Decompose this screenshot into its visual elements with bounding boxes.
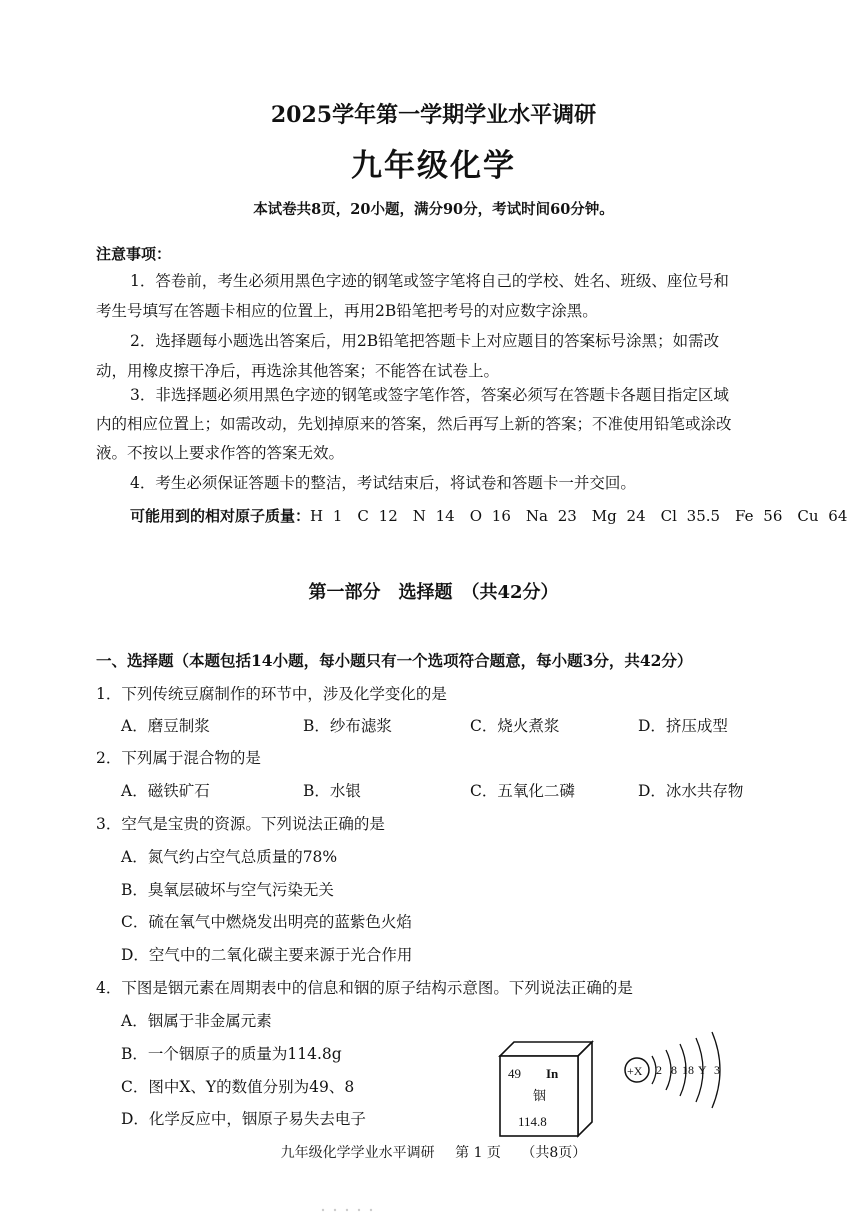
footer-total-pages: （共8页） bbox=[521, 1145, 587, 1161]
exam-info: 本试卷共8页，20小题，满分90分，考试时间60分钟。 bbox=[253, 201, 614, 218]
element-symbol: In bbox=[546, 1066, 559, 1081]
question-3-option-a: A．氮气约占空气总质量的78% bbox=[121, 848, 338, 866]
question-2-option-b: B．水银 bbox=[303, 782, 361, 800]
question-4-option-c: C．图中X、Y的数值分别为49、8 bbox=[121, 1078, 355, 1096]
notice-heading: 注意事项： bbox=[96, 245, 172, 263]
footer-page-number: 第 1 页 bbox=[455, 1145, 501, 1161]
notice-item-3-line-1: 3．非选择题必须用黑色字迹的钢笔或签字笔作答，答案必须写在答题卡各题目指定区域 bbox=[130, 386, 729, 404]
shell-2-electrons: 8 bbox=[671, 1063, 677, 1077]
question-1-option-a: A．磨豆制浆 bbox=[121, 717, 210, 735]
question-4-option-a: A．铟属于非金属元素 bbox=[121, 1012, 272, 1030]
element-number: 49 bbox=[508, 1066, 521, 1081]
atomic-mass-line bbox=[130, 505, 847, 526]
question-3-stem: 3．空气是宝贵的资源。下列说法正确的是 bbox=[96, 815, 385, 833]
question-1-option-d: D．挤压成型 bbox=[638, 717, 728, 735]
shell-3-electrons: 18 bbox=[682, 1063, 694, 1077]
notice-item-3-line-2: 内的相应位置上；如需改动，先划掉原来的答案，然后再写上新的答案；不准使用铅笔或涂改 bbox=[96, 415, 732, 433]
question-3-option-d: D．空气中的二氧化碳主要来源于光合作用 bbox=[121, 946, 413, 964]
notice-item-1-line-1: 1．答卷前，考生必须用黑色字迹的钢笔或签字笔将自己的学校、姓名、班级、座位号和 bbox=[130, 272, 729, 290]
shell-4-electrons: Y bbox=[698, 1063, 707, 1077]
question-4-option-d: D．化学反应中，铟原子易失去电子 bbox=[121, 1110, 366, 1128]
element-card-diagram bbox=[494, 1038, 600, 1138]
scan-dots-decoration bbox=[319, 1207, 379, 1213]
question-3-option-c: C．硫在氧气中燃烧发出明亮的蓝紫色火焰 bbox=[121, 913, 412, 931]
question-2-option-d: D．冰水共存物 bbox=[638, 782, 744, 800]
question-2-option-c: C．五氧化二磷 bbox=[470, 782, 575, 800]
element-mass: 114.8 bbox=[518, 1114, 547, 1129]
section-one-heading: 一、选择题（本题包括14小题，每小题只有一个选项符合题意，每小题3分，共42分） bbox=[96, 651, 693, 670]
question-1-stem: 1．下列传统豆腐制作的环节中，涉及化学变化的是 bbox=[96, 685, 447, 703]
notice-item-3-line-3: 液。不按以上要求作答的答案无效。 bbox=[96, 444, 345, 462]
question-2-option-a: A．磁铁矿石 bbox=[121, 782, 210, 800]
atomic-mass-label: 可能用到的相对原子质量： bbox=[130, 507, 311, 525]
question-2-stem: 2．下列属于混合物的是 bbox=[96, 749, 261, 767]
atomic-mass-values: H 1 C 12 N 14 O 16 Na 23 Mg 24 Cl 35.5 Fe 56 Cu 64 bbox=[310, 507, 848, 525]
question-1-option-b: B．纱布滤浆 bbox=[303, 717, 392, 735]
part-one-heading: 第一部分 选择题 （共42分） bbox=[308, 582, 559, 603]
question-3-option-b: B．臭氧层破坏与空气污染无关 bbox=[121, 881, 334, 899]
notice-item-2-line-2: 动，用橡皮擦干净后，再选涂其他答案；不能答在试卷上。 bbox=[96, 362, 500, 380]
notice-item-2-line-1: 2．选择题每小题选出答案后，用2B铅笔把答题卡上对应题目的答案标号涂黑；如需改 bbox=[130, 332, 720, 350]
notice-item-4-line-1: 4．考生必须保证答题卡的整洁，考试结束后，将试卷和答题卡一并交回。 bbox=[130, 474, 636, 492]
subject-title: 九年级化学 bbox=[351, 148, 516, 184]
shell-5-electrons: 3 bbox=[714, 1063, 720, 1077]
element-name: 铟 bbox=[533, 1089, 547, 1104]
shell-1-electrons: 2 bbox=[656, 1063, 662, 1077]
question-4-option-b: B．一个铟原子的质量为114.8g bbox=[121, 1045, 342, 1063]
question-4-stem: 4．下图是铟元素在周期表中的信息和铟的原子结构示意图。下列说法正确的是 bbox=[96, 979, 633, 997]
page-footer bbox=[0, 1142, 867, 1162]
atomic-structure-diagram bbox=[618, 1020, 738, 1120]
notice-item-1-line-2: 考生号填写在答题卡相应的位置上，再用2B铅笔把考号的对应数字涂黑。 bbox=[96, 302, 598, 320]
footer-exam-name: 九年级化学学业水平调研 bbox=[280, 1145, 435, 1161]
nucleus-charge: +X bbox=[627, 1064, 643, 1078]
question-1-option-c: C．烧火煮浆 bbox=[470, 717, 560, 735]
exam-title: 2025学年第一学期学业水平调研 bbox=[270, 102, 597, 128]
